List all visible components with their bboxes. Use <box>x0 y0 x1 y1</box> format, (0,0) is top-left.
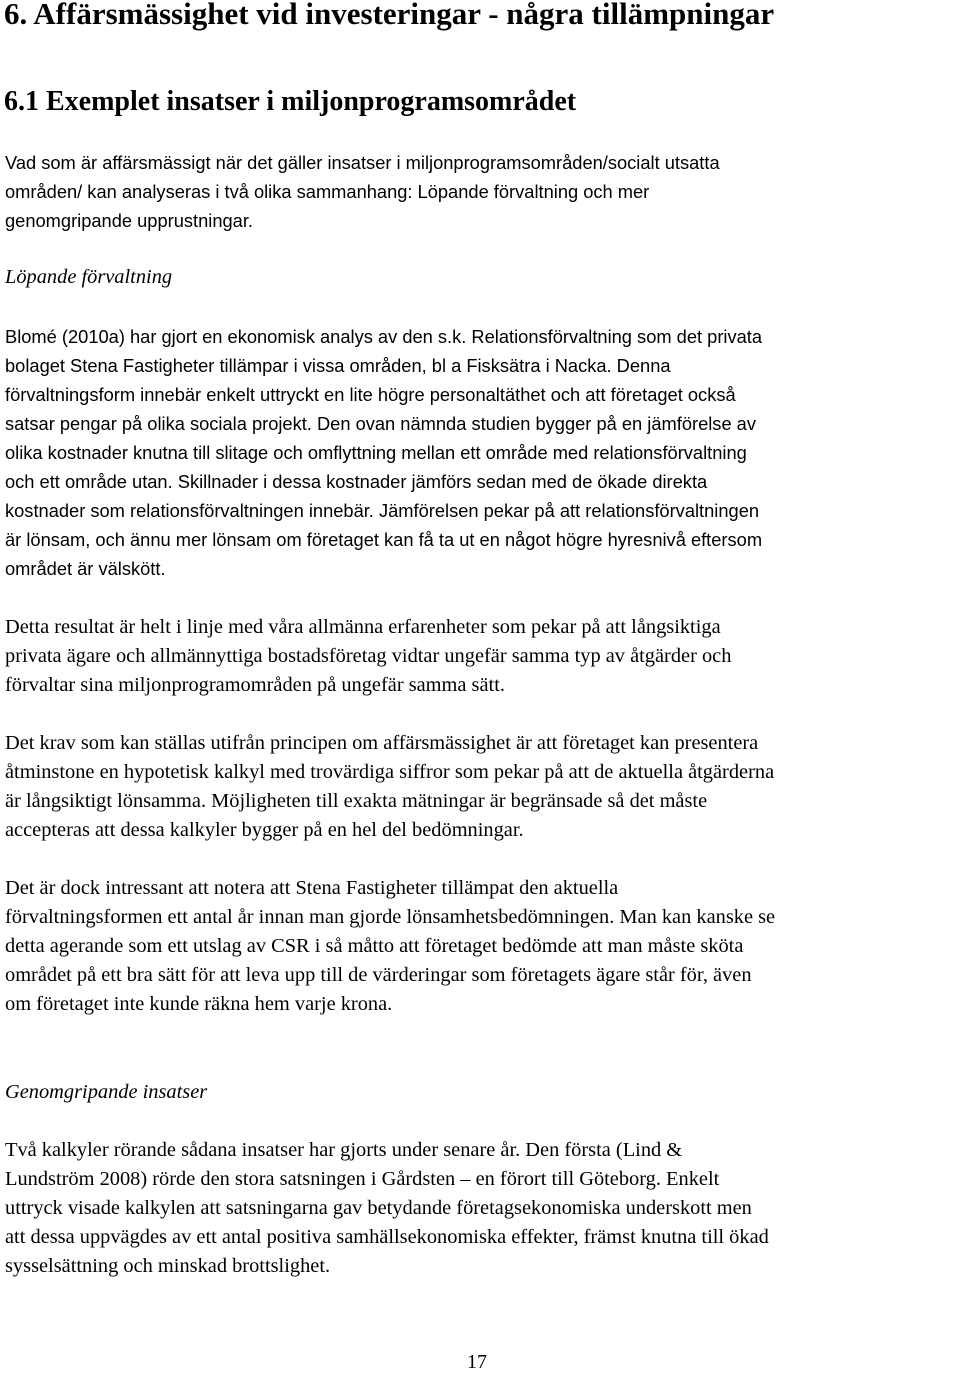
subsection-title: 6.1 Exemplet insatser i miljonprogramsområdet <box>4 86 577 117</box>
text-line: är långsiktigt lönsamma. Möjligheten till exakta mätningar är begränsade så det måste <box>5 790 708 812</box>
text-line: sysselsättning och minskad brottslighet. <box>5 1255 331 1277</box>
text-line: Blomé (2010a) har gjort en ekonomisk analys av den s.k. Relationsförvaltning som det privata <box>5 326 763 347</box>
text-line: Det är dock intressant att notera att Stena Fastigheter tillämpat den aktuella <box>5 877 619 899</box>
text-line: olika kostnader knutna till slitage och omflyttning mellan ett område med relationsförvaltning <box>5 442 747 463</box>
text-line: området är välskött. <box>5 558 166 579</box>
section-title: 6. Affärsmässighet vid investeringar - några tillämpningar <box>4 0 775 31</box>
text-line: bolaget Stena Fastigheter tillämpar i vissa områden, bl a Fisksätra i Nacka. Denna <box>5 355 671 376</box>
text-line: om företaget inte kunde räkna hem varje krona. <box>5 993 393 1015</box>
text-line: åtminstone en hypotetisk kalkyl med trovärdiga siffror som pekar på att de aktuella åtgärderna <box>5 761 775 783</box>
text-line: att dessa uppvägdes av ett antal positiva samhällsekonomiska effekter, främst knutna till ökad <box>5 1226 769 1248</box>
lopande-paragraph-1 <box>5 322 955 583</box>
text-line: Detta resultat är helt i linje med våra allmänna erfarenheter som pekar på att långsiktiga <box>5 616 721 638</box>
lopande-paragraph-3 <box>5 729 955 845</box>
intro-paragraph <box>5 148 955 235</box>
text-line: genomgripande upprustningar. <box>5 210 253 231</box>
text-line: området på ett bra sätt för att leva upp till de värderingar som företagets ägare står för, även <box>5 964 752 986</box>
heading-lopande-forvaltning: Löpande förvaltning <box>5 266 173 288</box>
text-line: Två kalkyler rörande sådana insatser har gjorts under senare år. Den första (Lind & <box>5 1139 683 1161</box>
text-line: Vad som är affärsmässigt när det gäller insatser i miljonprogramsområden/socialt utsatta <box>5 152 720 173</box>
heading-genomgripande-insatser: Genomgripande insatser <box>5 1081 208 1103</box>
text-line: satsar pengar på olika sociala projekt. Den ovan nämnda studien bygger på en jämförelse av <box>5 413 756 434</box>
text-line: förvaltningsform innebär enkelt uttryckt en lite högre personaltäthet och att företaget också <box>5 384 736 405</box>
text-line: områden/ kan analyseras i två olika sammanhang: Löpande förvaltning och mer <box>5 181 650 202</box>
lopande-paragraph-2 <box>5 613 955 700</box>
lopande-paragraph-4 <box>5 874 955 1019</box>
text-line: förvaltar sina miljonprogramområden på ungefär samma sätt. <box>5 674 505 696</box>
text-line: och ett område utan. Skillnader i dessa kostnader jämförs sedan med de ökade direkta <box>5 471 708 492</box>
text-line: kostnader som relationsförvaltningen innebär. Jämförelsen pekar på att relationsförvaltningen <box>5 500 760 521</box>
text-line: är lönsam, och ännu mer lönsam om företaget kan få ta ut en något högre hyresnivå eftersom <box>5 529 763 550</box>
text-line: förvaltningsformen ett antal år innan man gjorde lönsamhetsbedömningen. Man kan kanske se <box>5 906 776 928</box>
page-number: 17 <box>467 1351 487 1373</box>
text-line: Lundström 2008) rörde den stora satsningen i Gårdsten – en förort till Göteborg. Enkelt <box>5 1168 720 1190</box>
text-line: detta agerande som ett utslag av CSR i så måtto att företaget bedömde att man måste sköta <box>5 935 744 957</box>
text-line: uttryck visade kalkylen att satsningarna gav betydande företagsekonomiska underskott men <box>5 1197 752 1219</box>
text-line: accepteras att dessa kalkyler bygger på en hel del bedömningar. <box>5 819 524 841</box>
text-line: Det krav som kan ställas utifrån principen om affärsmässighet är att företaget kan presentera <box>5 732 759 754</box>
genomgripande-paragraph-1 <box>5 1136 955 1281</box>
text-line: privata ägare och allmännyttiga bostadsföretag vidtar ungefär samma typ av åtgärder och <box>5 645 732 667</box>
